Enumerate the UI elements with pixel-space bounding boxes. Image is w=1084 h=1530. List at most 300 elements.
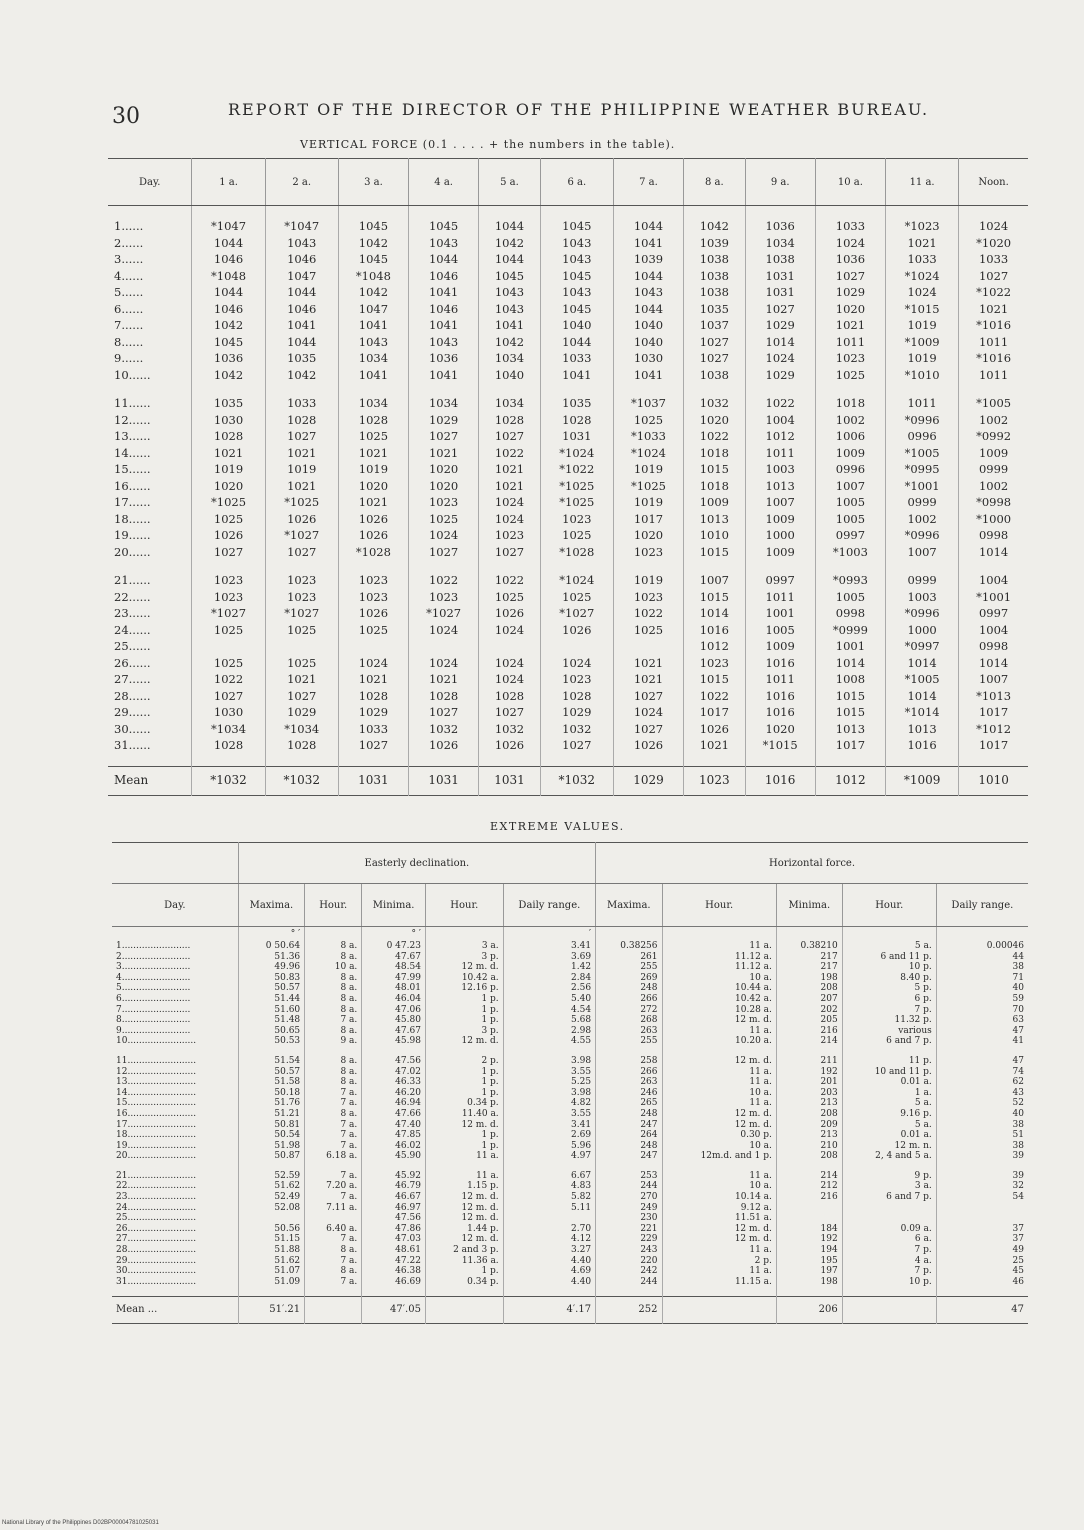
value-cell: 51.21: [238, 1109, 304, 1120]
value-cell: 1028: [479, 412, 540, 429]
value-cell: 1046: [192, 301, 265, 318]
value-cell: 50.18: [238, 1088, 304, 1099]
value-cell: 1043: [540, 235, 613, 252]
value-cell: 1045: [540, 268, 613, 285]
table-row: [108, 367, 1028, 384]
table-row: [112, 1203, 1028, 1214]
value-cell: 3.41: [503, 941, 595, 952]
value-cell: 1022: [192, 671, 265, 688]
value-cell: 1028: [409, 688, 479, 705]
value-cell: 12 m. n.: [842, 1141, 936, 1152]
value-cell: 1 p.: [425, 994, 503, 1005]
spacer-cell: [886, 206, 959, 219]
value-cell: 1033: [815, 218, 885, 235]
day-cell: 1......: [114, 219, 144, 233]
value-cell: 1020: [409, 478, 479, 495]
value-cell: 8 a.: [305, 941, 362, 952]
value-cell: *1009: [886, 334, 959, 351]
value-cell: 1027: [815, 268, 885, 285]
value-cell: 46.38: [362, 1266, 426, 1277]
value-cell: 1043: [613, 284, 683, 301]
day-cell: 16......: [114, 478, 151, 493]
table-row: [108, 218, 1028, 235]
spacer-cell: [338, 754, 408, 767]
mean-value: [842, 1297, 936, 1324]
value-cell: 0998: [959, 527, 1028, 544]
value-cell: 50.57: [238, 1067, 304, 1078]
table-row: [112, 973, 1028, 984]
value-cell: 1023: [540, 511, 613, 528]
value-cell: 4.83: [503, 1181, 595, 1192]
value-cell: *0992: [959, 428, 1028, 445]
day-cell: 4......: [114, 268, 144, 283]
value-cell: 1024: [479, 622, 540, 639]
value-cell: *1027: [265, 527, 338, 544]
value-cell: 70: [936, 1005, 1028, 1016]
value-cell: 1026: [192, 527, 265, 544]
value-cell: 217: [776, 952, 842, 963]
value-cell: *1015: [745, 737, 815, 754]
value-cell: 52.08: [238, 1203, 304, 1214]
table-row: [112, 1130, 1028, 1141]
value-cell: 46.67: [362, 1192, 426, 1203]
value-cell: 52.49: [238, 1192, 304, 1203]
value-cell: 1044: [192, 235, 265, 252]
spacer-cell: [305, 1287, 362, 1297]
day-cell: 21......: [114, 573, 151, 587]
column-header: 9 a.: [745, 159, 815, 206]
value-cell: 1 p.: [425, 1130, 503, 1141]
value-cell: 38: [936, 1141, 1028, 1152]
value-cell: 7 a.: [305, 1171, 362, 1182]
value-cell: 1023: [338, 589, 408, 606]
value-cell: 1023: [265, 572, 338, 589]
value-cell: 1021: [479, 478, 540, 495]
value-cell: 44: [936, 952, 1028, 963]
value-cell: 1046: [409, 268, 479, 285]
value-cell: *0998: [959, 494, 1028, 511]
spacer-cell: [362, 1287, 426, 1297]
spacer-cell: [238, 1047, 304, 1056]
value-cell: 49.96: [238, 962, 304, 973]
value-cell: *1027: [540, 605, 613, 622]
day-cell: 29......: [114, 705, 151, 719]
value-cell: *0995: [886, 461, 959, 478]
value-cell: 1026: [338, 511, 408, 528]
value-cell: 11 a.: [662, 941, 776, 952]
value-cell: *1010: [886, 367, 959, 384]
value-cell: 0996: [815, 461, 885, 478]
spacer-cell: [192, 754, 265, 767]
column-header: Maxima.: [596, 884, 662, 927]
spacer-cell: [409, 754, 479, 767]
value-cell: *0997: [886, 638, 959, 655]
mean-value: 1031: [479, 766, 540, 795]
value-cell: 1 p.: [425, 1141, 503, 1152]
day-cell: 28........................: [116, 1245, 197, 1256]
table-row: [112, 1056, 1028, 1067]
value-cell: 4.40: [503, 1277, 595, 1288]
value-cell: 1043: [479, 284, 540, 301]
value-cell: 244: [596, 1181, 662, 1192]
value-cell: 12 m. d.: [425, 962, 503, 973]
value-cell: 3.55: [503, 1109, 595, 1120]
value-cell: *1001: [886, 478, 959, 495]
day-cell: 26........................: [116, 1223, 197, 1234]
spacer-cell: [745, 560, 815, 572]
value-cell: 9 p.: [842, 1171, 936, 1182]
table-row: [112, 1234, 1028, 1245]
value-cell: 51.98: [238, 1141, 304, 1152]
value-cell: 0998: [815, 605, 885, 622]
column-header: 10 a.: [815, 159, 885, 206]
value-cell: 12 m. d.: [425, 1036, 503, 1047]
value-cell: 3.55: [503, 1067, 595, 1078]
value-cell: *1022: [959, 284, 1028, 301]
value-cell: [540, 638, 613, 655]
value-cell: 7 a.: [305, 1088, 362, 1099]
spacer-cell: [540, 206, 613, 219]
value-cell: 1026: [338, 527, 408, 544]
value-cell: *1013: [959, 688, 1028, 705]
value-cell: 1024: [409, 527, 479, 544]
value-cell: [305, 1213, 362, 1224]
mean-value: 4′.17: [503, 1297, 595, 1324]
spacer-cell: [479, 754, 540, 767]
spacer-cell: [745, 206, 815, 219]
mean-value: 1016: [745, 766, 815, 795]
value-cell: 51.44: [238, 994, 304, 1005]
day-cell: 9......: [114, 351, 144, 365]
value-cell: 1021: [265, 671, 338, 688]
table-row: [108, 622, 1028, 639]
value-cell: 197: [776, 1266, 842, 1277]
value-cell: 1021: [613, 655, 683, 672]
value-cell: 1041: [409, 317, 479, 334]
spacer-cell: [613, 206, 683, 219]
value-cell: 1028: [540, 688, 613, 705]
day-cell: 5........................: [116, 983, 191, 994]
value-cell: 1028: [265, 737, 338, 754]
value-cell: 50.53: [238, 1036, 304, 1047]
table-row: [108, 494, 1028, 511]
day-cell: 28......: [114, 688, 151, 703]
value-cell: 3.69: [503, 952, 595, 963]
value-cell: 1000: [886, 622, 959, 639]
value-cell: 11 a.: [662, 1098, 776, 1109]
value-cell: 1027: [613, 688, 683, 705]
mean-value: 1010: [959, 766, 1028, 795]
value-cell: 48.54: [362, 962, 426, 973]
value-cell: 1 p.: [425, 1067, 503, 1078]
value-cell: 1006: [815, 428, 885, 445]
mean-value: 252: [596, 1297, 662, 1324]
value-cell: 10.28 a.: [662, 1005, 776, 1016]
column-header: 7 a.: [613, 159, 683, 206]
value-cell: *1048: [338, 268, 408, 285]
value-cell: 1002: [815, 412, 885, 429]
table-row: [108, 235, 1028, 252]
day-cell: 29........................: [116, 1255, 197, 1266]
spacer-cell: [192, 206, 265, 219]
table-row: [108, 671, 1028, 688]
day-cell: 14......: [114, 445, 151, 460]
value-cell: 1025: [540, 589, 613, 606]
value-cell: *0996: [886, 527, 959, 544]
value-cell: 1025: [192, 511, 265, 528]
value-cell: 1024: [338, 655, 408, 672]
value-cell: 1031: [745, 284, 815, 301]
value-cell: *1022: [540, 461, 613, 478]
day-cell: 21........................: [116, 1170, 197, 1181]
mean-value: [662, 1297, 776, 1324]
value-cell: 1025: [338, 622, 408, 639]
value-cell: 9.16 p.: [842, 1109, 936, 1120]
value-cell: 220: [596, 1256, 662, 1267]
value-cell: 2 p.: [425, 1056, 503, 1067]
value-cell: *1023: [886, 218, 959, 235]
value-cell: 37: [936, 1234, 1028, 1245]
value-cell: 7 a.: [305, 1130, 362, 1141]
value-cell: 52.59: [238, 1171, 304, 1182]
value-cell: 51.36: [238, 952, 304, 963]
value-cell: 45.92: [362, 1171, 426, 1182]
value-cell: 6.18 a.: [305, 1151, 362, 1162]
value-cell: 1033: [338, 721, 408, 738]
value-cell: 1009: [745, 544, 815, 561]
value-cell: 1016: [684, 622, 745, 639]
value-cell: 1022: [479, 445, 540, 462]
value-cell: 0.34 p.: [425, 1277, 503, 1288]
value-cell: 12 m. d.: [425, 1192, 503, 1203]
spacer-cell: [776, 1162, 842, 1171]
value-cell: 7 a.: [305, 1015, 362, 1026]
value-cell: 11.36 a.: [425, 1256, 503, 1267]
day-cell: 10........................: [116, 1036, 197, 1047]
value-cell: 248: [596, 1109, 662, 1120]
value-cell: 3 a.: [842, 1181, 936, 1192]
value-cell: 1012: [745, 428, 815, 445]
day-cell: 30......: [114, 721, 151, 736]
value-cell: *1024: [613, 445, 683, 462]
value-cell: 50.54: [238, 1130, 304, 1141]
value-cell: 12 m. d.: [662, 1224, 776, 1235]
extreme-values-caption: EXTREME VALUES.: [490, 820, 625, 833]
table-row: [112, 1067, 1028, 1078]
value-cell: [936, 1203, 1028, 1214]
day-cell: 18......: [114, 511, 151, 526]
table-row: [108, 301, 1028, 318]
value-cell: 1024: [409, 655, 479, 672]
value-cell: 263: [596, 1026, 662, 1037]
day-cell: 22........................: [116, 1181, 197, 1192]
spacer-row: [112, 1287, 1028, 1297]
value-cell: 46: [936, 1277, 1028, 1288]
value-cell: 1041: [479, 317, 540, 334]
value-cell: 266: [596, 994, 662, 1005]
value-cell: 208: [776, 1151, 842, 1162]
vertical-force-caption: VERTICAL FORCE (0.1 . . . . + the numbers in the table).: [300, 138, 676, 151]
value-cell: 216: [776, 1192, 842, 1203]
value-cell: *1003: [815, 544, 885, 561]
day-cell: 25........................: [116, 1213, 197, 1224]
value-cell: 1027: [745, 301, 815, 318]
table-row: [112, 952, 1028, 963]
value-cell: 49: [936, 1245, 1028, 1256]
value-cell: 1011: [815, 334, 885, 351]
value-cell: 1005: [815, 511, 885, 528]
value-cell: 39: [936, 1151, 1028, 1162]
value-cell: 1027: [540, 737, 613, 754]
value-cell: 10.14 a.: [662, 1192, 776, 1203]
spacer-cell: [362, 1047, 426, 1056]
day-cell: 19........................: [116, 1140, 197, 1151]
value-cell: 46.02: [362, 1141, 426, 1152]
value-cell: 229: [596, 1234, 662, 1245]
value-cell: 41: [936, 1036, 1028, 1047]
spacer-row: [108, 206, 1028, 219]
day-cell: 24......: [114, 622, 151, 637]
value-cell: 1027: [479, 704, 540, 721]
value-cell: 1023: [409, 494, 479, 511]
value-cell: 1027: [265, 428, 338, 445]
value-cell: 48.01: [362, 983, 426, 994]
spacer-cell: [238, 1162, 304, 1171]
value-cell: 1046: [265, 301, 338, 318]
value-cell: 7 a.: [305, 1192, 362, 1203]
table-row: [112, 1088, 1028, 1099]
extreme-values-table: [112, 842, 1028, 1324]
value-cell: 1021: [338, 445, 408, 462]
value-cell: 1042: [338, 284, 408, 301]
table-row: [112, 1005, 1028, 1016]
value-cell: 45: [936, 1266, 1028, 1277]
value-cell: 1030: [613, 350, 683, 367]
value-cell: 1047: [338, 301, 408, 318]
mean-value: 1023: [684, 766, 745, 795]
value-cell: 48.61: [362, 1245, 426, 1256]
value-cell: 51.07: [238, 1266, 304, 1277]
table-row: [108, 268, 1028, 285]
column-header: 3 a.: [338, 159, 408, 206]
mean-value: *1032: [192, 766, 265, 795]
spacer-cell: [745, 383, 815, 395]
value-cell: 4.55: [503, 1036, 595, 1047]
value-cell: 1029: [815, 284, 885, 301]
value-cell: 59: [936, 994, 1028, 1005]
value-cell: 1009: [959, 445, 1028, 462]
value-cell: 1024: [479, 494, 540, 511]
value-cell: 1023: [613, 589, 683, 606]
table-row: [112, 941, 1028, 952]
value-cell: 1 p.: [425, 1015, 503, 1026]
spacer-cell: [684, 383, 745, 395]
value-cell: 5 p.: [842, 983, 936, 994]
mean-value: 1031: [338, 766, 408, 795]
value-cell: 1023: [479, 527, 540, 544]
value-cell: 4.69: [503, 1266, 595, 1277]
day-cell: 14........................: [116, 1087, 197, 1098]
value-cell: *1005: [959, 395, 1028, 412]
value-cell: 1042: [192, 367, 265, 384]
value-cell: 5.68: [503, 1015, 595, 1026]
value-cell: 10 p.: [842, 962, 936, 973]
value-cell: 47.67: [362, 952, 426, 963]
table-row: [112, 962, 1028, 973]
value-cell: 7 a.: [305, 1256, 362, 1267]
value-cell: 51.62: [238, 1181, 304, 1192]
value-cell: 11 a.: [662, 1077, 776, 1088]
value-cell: 1024: [745, 350, 815, 367]
value-cell: 1027: [684, 334, 745, 351]
value-cell: 1029: [745, 317, 815, 334]
value-cell: 1014: [745, 334, 815, 351]
value-cell: *0996: [886, 605, 959, 622]
value-cell: 1038: [684, 367, 745, 384]
value-cell: 47.56: [362, 1056, 426, 1067]
column-header: 2 a.: [265, 159, 338, 206]
value-cell: 1038: [684, 251, 745, 268]
value-cell: 1032: [540, 721, 613, 738]
value-cell: 0.34 p.: [425, 1098, 503, 1109]
value-cell: 1041: [338, 367, 408, 384]
spacer-row: [112, 1047, 1028, 1056]
day-cell: 12......: [114, 412, 151, 427]
value-cell: 264: [596, 1130, 662, 1141]
value-cell: 1016: [745, 688, 815, 705]
value-cell: 269: [596, 973, 662, 984]
value-cell: 1024: [886, 284, 959, 301]
value-cell: 1027: [684, 350, 745, 367]
value-cell: 213: [776, 1130, 842, 1141]
value-cell: 39: [936, 1171, 1028, 1182]
value-cell: 10 a.: [662, 1181, 776, 1192]
spacer-row: [112, 1162, 1028, 1171]
unit-cell: [662, 927, 776, 942]
value-cell: 248: [596, 1141, 662, 1152]
spacer-cell: [776, 1287, 842, 1297]
value-cell: 12 m. d.: [425, 1120, 503, 1131]
value-cell: 1046: [192, 251, 265, 268]
value-cell: 47.66: [362, 1109, 426, 1120]
mean-value: 51′.21: [238, 1297, 304, 1324]
value-cell: 1 p.: [425, 1077, 503, 1088]
value-cell: 3 a.: [425, 941, 503, 952]
value-cell: 211: [776, 1056, 842, 1067]
value-cell: 10 p.: [842, 1277, 936, 1288]
value-cell: 11.15 a.: [662, 1277, 776, 1288]
day-cell: 26......: [114, 655, 151, 670]
value-cell: 47.99: [362, 973, 426, 984]
value-cell: 8 a.: [305, 1067, 362, 1078]
spacer-cell: [108, 383, 192, 395]
value-cell: 1023: [192, 589, 265, 606]
day-cell: 10......: [114, 367, 151, 382]
table-row: [108, 350, 1028, 367]
day-cell: 20......: [114, 544, 151, 559]
value-cell: 1027: [409, 544, 479, 561]
column-header: Day.: [108, 159, 192, 206]
value-cell: 0.38256: [596, 941, 662, 952]
value-cell: 4.12: [503, 1234, 595, 1245]
value-cell: 261: [596, 952, 662, 963]
value-cell: 11 p.: [842, 1056, 936, 1067]
value-cell: 6 p.: [842, 994, 936, 1005]
spacer-cell: [112, 1047, 238, 1056]
spacer-cell: [842, 1047, 936, 1056]
value-cell: 51.15: [238, 1234, 304, 1245]
table-row: [108, 655, 1028, 672]
